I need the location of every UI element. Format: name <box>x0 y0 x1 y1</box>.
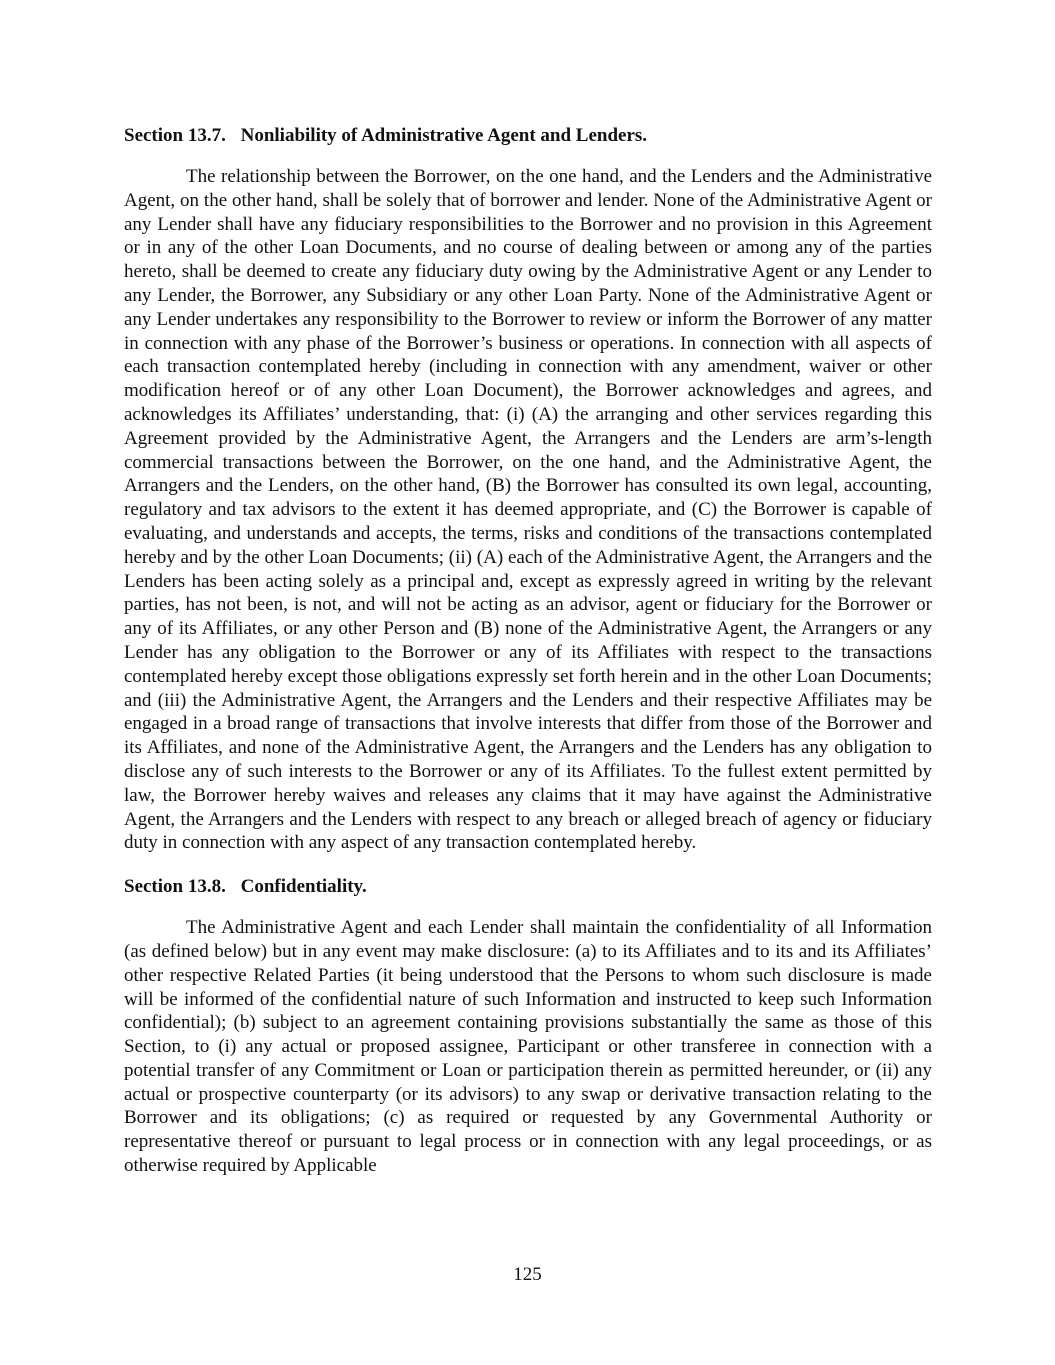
section-number: Section 13.7. <box>124 125 226 146</box>
section-13-8-heading <box>124 875 932 899</box>
document-page <box>124 124 932 1178</box>
section-number: Section 13.8. <box>124 876 226 898</box>
section-title: Confidentiality. <box>240 876 367 898</box>
section-13-8-paragraph: The Administrative Agent and each Lender shall maintain the confidentiality of all Information (as defined below) but in any event may make disclosure: (a) to its Affiliates and to its and its Affiliates’ other respective Related Parties (it being understood that the Persons to whom such disclosure is made will be informed of the confidential nature of such Information and instructed to keep such Information confidential); (b) subject to an agreement containing provisions substantially the same as those of this Section, to (i) any actual or proposed assignee, Participant or other transferee in connection with a potential transfer of any Commitment or Loan or participation therein as permitted hereunder, or (ii) any actual or prospective counterparty (or its advisors) to any swap or derivative transaction relating to the Borrower and its obligations; (c) as required or requested by any Governmental Authority or representative thereof or pursuant to legal process or in connection with any legal proceedings, or as otherwise required by Applicable <box>124 917 932 1177</box>
section-title: Nonliability of Administrative Agent and Lenders. <box>240 125 648 146</box>
section-13-7-paragraph: The relationship between the Borrower, on the one hand, and the Lenders and the Administrative Agent, on the other hand, shall be solely that of borrower and lender. None of the Administrative Agent or any Lender shall have any fiduciary responsibilities to the Borrower and no provision in this Agreement or in any of the other Loan Documents, and no course of dealing between or among any of the parties hereto, shall be deemed to create any fiduciary duty owing by the Administrative Agent or any Lender to any Lender, the Borrower, any Subsidiary or any other Loan Party. None of the Administrative Agent or any Lender undertakes any responsibility to the Borrower to review or inform the Borrower of any matter in connection with any phase of the Borrower’s business or operations. In connection with all aspects of each transaction contemplated hereby (including in connection with any amendment, waiver or other modification hereof or of any other Loan Document), the Borrower acknowledges and agrees, and acknowledges its Affiliates’ understanding, that: (i) (A) the arranging and other services regarding this Agreement provided by the Administrative Agent, the Arrangers and the Lenders are arm’s-length commercial transactions between the Borrower, on the one hand, and the Administrative Agent, the Arrangers and the Lenders, on the other hand, (B) the Borrower has consulted its own legal, accounting, regulatory and tax advisors to the extent it has deemed appropriate, and (C) the Borrower is capable of evaluating, and understands and accepts, the terms, risks and conditions of the transactions contemplated hereby and by the other Loan Documents; (ii) (A) each of the Administrative Agent, the Arrangers and the Lenders has been acting solely as a principal and, except as expressly agreed in writing by the relevant parties, has not been, is not, and will not be acting as an advisor, agent or fiduciary for the Borrower or any of its Affiliates, or any other Person and (B) none of the Administrative Agent, the Arrangers or any Lender has any obligation to the Borrower or any of its Affiliates with respect to the transactions contemplated hereby except those obligations expressly set forth herein and in the other Loan Documents; and (iii) the Administrative Agent, the Arrangers and the Lenders and their respective Affiliates may be engaged in a broad range of transactions that involve interests that differ from those of the Borrower and its Affiliates, and none of the Administrative Agent, the Arrangers and the Lenders has any obligation to disclose any of such interests to the Borrower or any of its Affiliates. To the fullest extent permitted by law, the Borrower hereby waives and releases any claims that it may have against the Administrative Agent, the Arrangers and the Lenders with respect to any breach or alleged breach of agency or fiduciary duty in connection with any aspect of any transaction contemplated hereby. <box>124 166 932 854</box>
page-number: 125 <box>513 1264 542 1285</box>
section-13-7-heading <box>124 124 932 148</box>
